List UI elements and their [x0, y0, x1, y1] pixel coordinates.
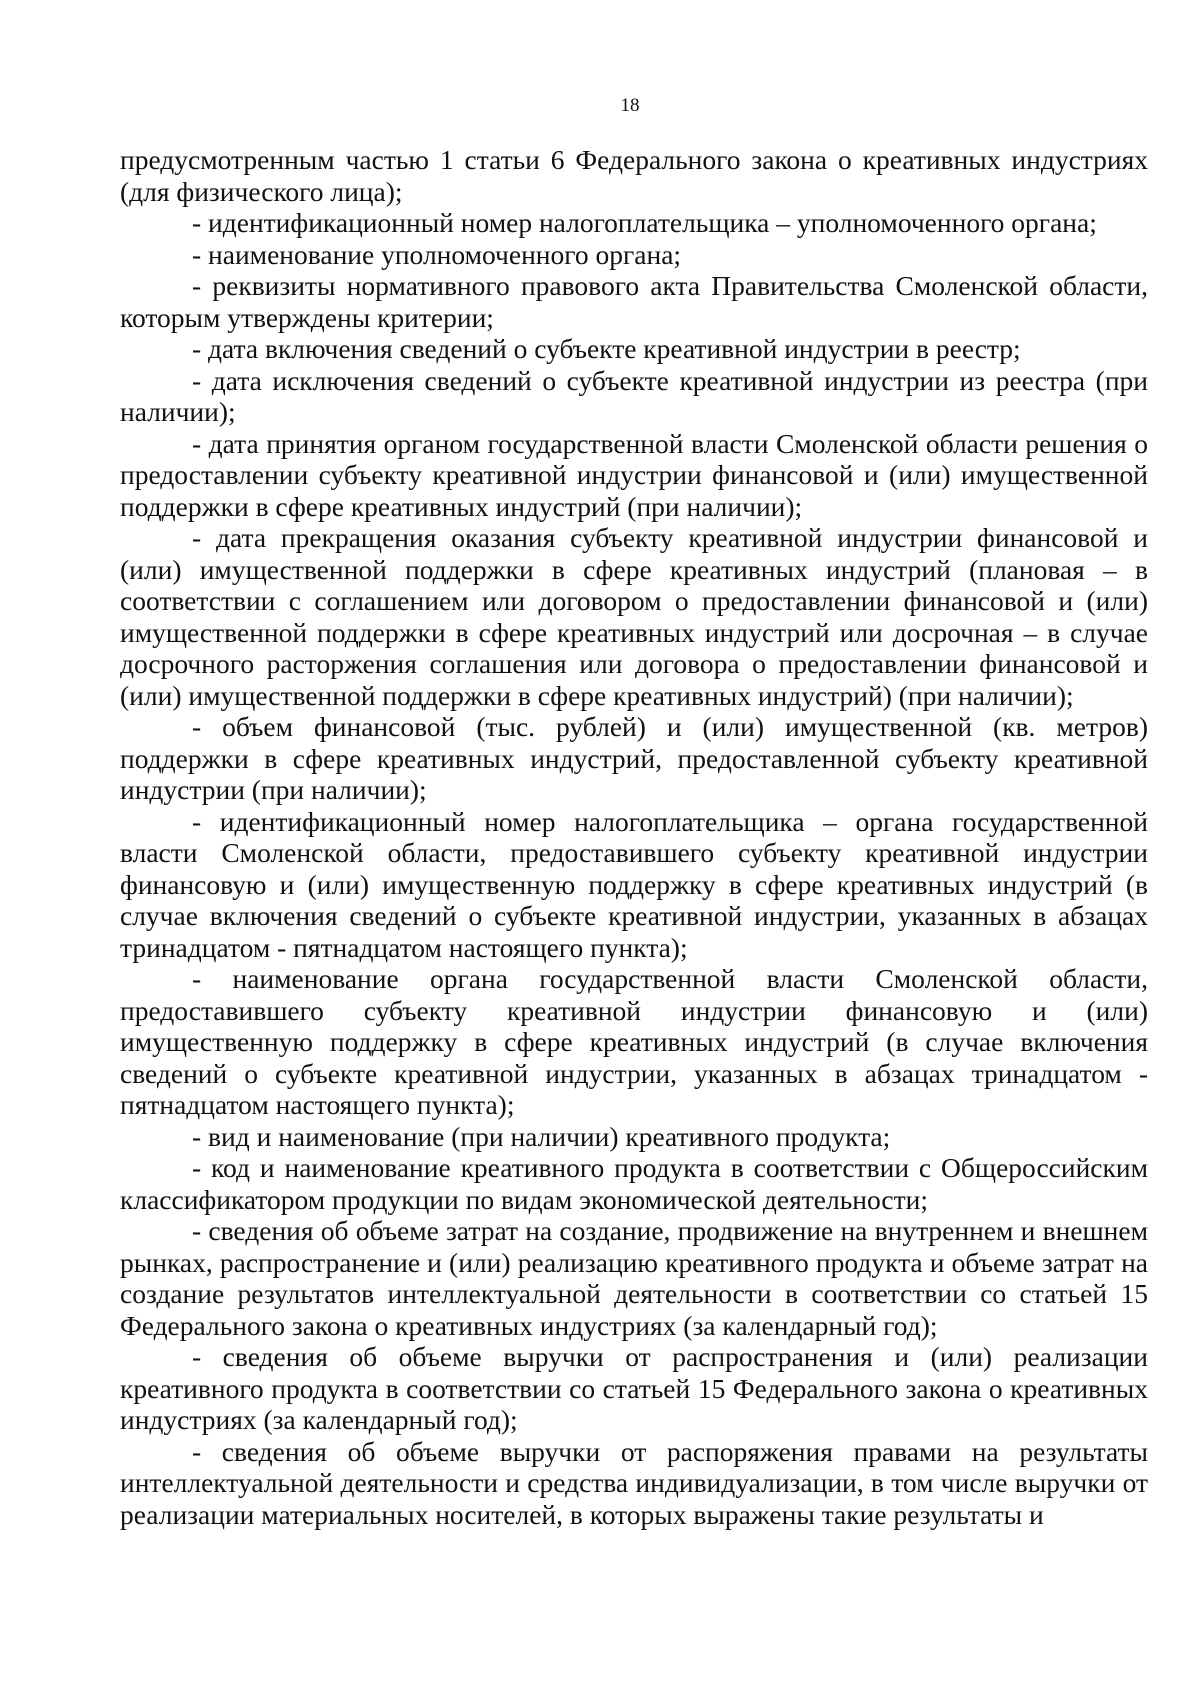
list-item-support-termination-date: - дата прекращения оказания субъекту креативной индустрии финансовой и (или) имущественной поддержки в сфере креативных индустрий (плановая – в соответствии с соглашением или договором о предоставлении финансовой и (или) имущественной поддержки в сфере креативных индустрий или досрочная – в случае досрочного расторжения соглашения или договора о предоставлении финансовой и (или) имущественной поддержки в сфере креативных индустрий) (при наличии);	[120, 522, 1148, 711]
list-item-name-government-body: - наименование органа государственной власти Смоленской области, предоставившего субъекту креативной индустрии финансовую и (или) имущественную поддержку в сфере креативных индустрий (в случае включения сведений о субъекте креативной индустрии, указанных в абзацах тринадцатом - пятнадцатом настоящего пункта);	[120, 963, 1148, 1120]
list-item-product-code: - код и наименование креативного продукта в соответствии с Общероссийским классификатором продукции по видам экономической деятельности;	[120, 1152, 1148, 1215]
list-item-support-volume: - объем финансовой (тыс. рублей) и (или) имущественной (кв. метров) поддержки в сфере креативных индустрий, предоставленной субъекту креативной индустрии (при наличии);	[120, 711, 1148, 805]
list-item-inclusion-date: - дата включения сведений о субъекте креативной индустрии в реестр;	[192, 333, 1021, 364]
list-item-support-decision-date: - дата принятия органом государственной власти Смоленской области решения о предоставлении субъекту креативной индустрии финансовой и (или) имущественной поддержки в сфере креативных индустрий (при наличии);	[120, 427, 1148, 522]
paragraph-continuation: предусмотренным частью 1 статьи 6 Федерального закона о креативных индустриях (для физического лица);	[120, 144, 1148, 207]
list-item-exclusion-date: - дата исключения сведений о субъекте креативной индустрии из реестра (при наличии);	[120, 364, 1148, 427]
document-body	[120, 144, 1148, 1530]
list-item-revenue-distribution: - сведения об объеме выручки от распространения и (или) реализации креативного продукта в соответствии со статьей 15 Федерального закона о креативных индустриях (за календарный год);	[120, 1341, 1148, 1435]
list-item-legal-act-details: - реквизиты нормативного правового акта Правительства Смоленской области, которым утверждены критерии;	[120, 270, 1148, 333]
list-item-inn-government-body: - идентификационный номер налогоплательщика – органа государственной власти Смоленской области, предоставившего субъекту креативной индустрии финансовую и (или) имущественную поддержку в сфере креативных индустрий (в случае включения сведений о субъекте креативной индустрии, указанных в абзацах тринадцатом - пятнадцатом настоящего пункта);	[120, 805, 1148, 963]
page-number: 18	[620, 95, 640, 116]
list-item-name-authorized-body: - наименование уполномоченного органа;	[192, 238, 682, 270]
list-item-product-type: - вид и наименование (при наличии) креативного продукта;	[192, 1120, 891, 1152]
list-item-inn-authorized-body: - идентификационный номер налогоплательщика – уполномоченного органа;	[192, 207, 1097, 238]
list-item-revenue-rights: - сведения об объеме выручки от распоряжения правами на результаты интеллектуальной деятельности и средства индивидуализации, в том числе выручки от реализации материальных носителей, в которых выражены такие результаты и	[120, 1435, 1148, 1530]
list-item-costs-info: - сведения об объеме затрат на создание, продвижение на внутреннем и внешнем рынках, распространение и (или) реализацию креативного продукта и объеме затрат на создание результатов интеллектуальной деятельности в соответствии со статьей 15 Федерального закона о креативных индустриях (за календарный год);	[120, 1215, 1148, 1341]
